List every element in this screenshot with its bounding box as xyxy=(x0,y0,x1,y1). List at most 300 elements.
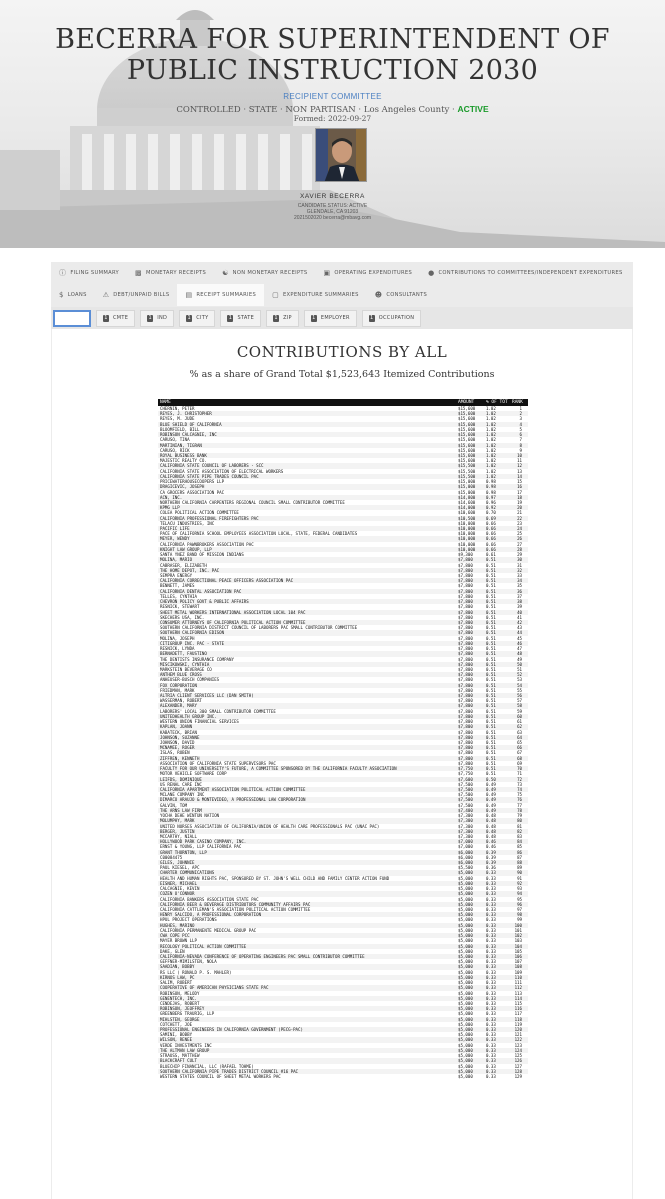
contributor-name: WESTERN STATES COUNCIL OF SHEET METAL WORKERS PAC xyxy=(160,1074,281,1079)
percent-of-total: 0.98 xyxy=(486,479,496,485)
percent-of-total: 0.51 xyxy=(486,599,496,605)
percent-of-total: 0.48 xyxy=(486,813,496,819)
rank: 20 xyxy=(517,505,522,511)
rank: 78 xyxy=(517,807,522,813)
contributor-name: CALIFORNIA STATE COUNCIL OF LABORERS - SCC xyxy=(160,463,264,469)
contribution-amount: $7,300 xyxy=(458,823,473,829)
tab-expenditure-summaries[interactable]: ▢ EXPENDITURE SUMMARIES xyxy=(272,291,359,299)
contribution-amount: $7,800 xyxy=(458,604,473,610)
percent-of-total: 0.33 xyxy=(486,969,496,975)
percent-of-total: 0.51 xyxy=(486,661,496,667)
rank: 8 xyxy=(519,442,522,448)
contributor-name: JOHNSON, DAVID xyxy=(160,740,195,745)
percent-of-total: 0.51 xyxy=(486,760,496,766)
contributor-name: SOUTHERN CALIFORNIA PIPE TRADES DISTRICT COUNCIL #16 PAC xyxy=(160,1068,299,1074)
percent-of-total: 0.46 xyxy=(486,839,496,845)
percent-of-total: 0.49 xyxy=(486,797,496,803)
contributions-table xyxy=(158,399,528,1079)
contributor-name: CARUSO, TINA xyxy=(160,437,190,443)
percent-of-total: 0.51 xyxy=(486,766,496,772)
rank: 72 xyxy=(517,776,522,782)
contribution-amount: $5,000 xyxy=(458,985,473,991)
rank: 95 xyxy=(517,896,522,902)
hero-banner xyxy=(0,0,665,248)
users-icon: ☻ xyxy=(374,291,383,299)
percent-of-total: 0.39 xyxy=(486,849,496,855)
subtab-state[interactable]: 1 STATE xyxy=(220,310,261,327)
contributor-name: C00084475 xyxy=(160,854,183,860)
contributor-name: CALIFORNIA PERMANENTE MEDICAL GROUP PAC xyxy=(160,927,257,933)
rank: 18 xyxy=(517,494,522,500)
contributor-name: HUGHES, MARINO xyxy=(160,922,195,928)
percent-of-total: 0.51 xyxy=(486,651,496,657)
candidate-name: XAVIER BECERRA xyxy=(300,193,365,200)
rank: 79 xyxy=(517,813,522,819)
contribution-amount: $5,000 xyxy=(458,948,473,954)
percent-of-total: 0.33 xyxy=(486,959,496,965)
contribution-amount: $5,000 xyxy=(458,1042,473,1048)
rank: 25 xyxy=(517,531,522,537)
contributor-name: FOX CORPORATION xyxy=(160,682,197,688)
rank: 111 xyxy=(514,980,522,986)
percent-of-total: 0.33 xyxy=(486,922,496,928)
contribution-amount: $5,000 xyxy=(458,880,473,886)
percent-of-total: 0.66 xyxy=(486,546,496,552)
rank: 112 xyxy=(514,985,522,991)
percent-of-total: 0.33 xyxy=(486,917,496,923)
rank: 34 xyxy=(517,578,522,584)
rank: 81 xyxy=(517,823,522,829)
contributor-name: SAMINI, BOBBY xyxy=(160,1032,193,1038)
rank: 22 xyxy=(517,515,522,521)
contributor-name: HENRY SALCIDO, A PROFESSIONAL CORPORATION xyxy=(160,912,262,918)
contributor-name: BLACKCRAFT CULT xyxy=(160,1058,197,1064)
contribution-amount: $7,500 xyxy=(458,781,473,787)
recipient-type: RECIPIENT COMMITTEE xyxy=(283,92,382,101)
contributor-name: DIMARCO ARAUJO & MONTEVIDEO, A PROFESSIONAL LAW CORPORATION xyxy=(160,797,306,803)
percent-of-total: 0.66 xyxy=(486,526,496,532)
percent-of-total: 0.51 xyxy=(486,771,496,777)
rank: 17 xyxy=(517,489,522,495)
contributor-name: CALIFORNIA STATE PIPE TRADES COUNCIL PAC xyxy=(160,473,259,479)
rank: 54 xyxy=(517,682,522,688)
rank: 45 xyxy=(517,635,522,641)
rank: 43 xyxy=(517,625,522,631)
contribution-amount: $7,800 xyxy=(458,708,473,714)
percent-of-total: 1.02 xyxy=(486,406,496,411)
rank: 127 xyxy=(514,1063,522,1069)
percent-of-total: 0.51 xyxy=(486,604,496,610)
rank: 106 xyxy=(514,953,522,959)
contributor-name: BERGER, JUSTIN xyxy=(160,828,195,834)
percent-of-total: 1.02 xyxy=(486,442,496,448)
percent-of-total: 0.61 xyxy=(486,552,496,558)
subtab-all[interactable] xyxy=(53,310,91,327)
percent-of-total: 0.51 xyxy=(486,708,496,714)
percent-of-total: 0.33 xyxy=(486,1021,496,1027)
contributor-name: ZIFFREN, KENNETH xyxy=(160,755,200,761)
contribution-amount: $6,000 xyxy=(458,860,473,866)
chart-icon: ▤ xyxy=(185,291,193,299)
rank: 3 xyxy=(519,416,522,422)
contribution-amount: $7,800 xyxy=(458,562,473,568)
contributor-name: SHEET METAL WORKERS INTERNATIONAL ASSOCIATION LOCAL 104 PAC xyxy=(160,609,306,615)
candidate-photo xyxy=(315,128,367,182)
contributor-name: CHEVRON POLICY GOVT & PUBLIC AFFAIRS xyxy=(160,599,249,605)
contributor-name: MOLINA, MARIO xyxy=(160,557,193,563)
contributor-name: ROBINSON CALCAGNIE, INC xyxy=(160,432,217,438)
tab-contributions-to-committees[interactable]: ● CONTRIBUTIONS TO COMMITTEES/INDEPENDENT EXPENDITURES xyxy=(428,269,623,277)
contribution-amount: $7,800 xyxy=(458,682,473,688)
committee-title: BECERRA FOR SUPERINTENDENT OF PUBLIC INSTRUCTION 2030 xyxy=(55,24,610,86)
contribution-amount: $6,000 xyxy=(458,849,473,855)
rank: 129 xyxy=(514,1074,522,1079)
contribution-amount: $5,000 xyxy=(458,1011,473,1017)
contributor-name: CALIFORNIA DENTAL ASSOCIATION PAC xyxy=(160,588,242,594)
rank: 61 xyxy=(517,719,522,725)
contribution-amount: $15,000 xyxy=(458,484,476,490)
contribution-amount: $5,000 xyxy=(458,964,473,970)
percent-of-total: 0.33 xyxy=(486,927,496,933)
contribution-amount: $7,800 xyxy=(458,698,473,704)
percent-of-total: 0.33 xyxy=(486,880,496,886)
percent-of-total: 0.51 xyxy=(486,750,496,756)
contributor-name: SEMPRA ENERGY xyxy=(160,573,193,578)
contributor-name: RECOLOGY POLITICAL ACTION COMMITTEE xyxy=(160,943,247,949)
tab-monetary-receipts[interactable]: ▩ MONETARY RECEIPTS xyxy=(135,269,207,277)
contribution-amount: $7,800 xyxy=(458,557,473,563)
rank: 109 xyxy=(514,969,522,975)
rank: 13 xyxy=(517,468,522,474)
rank: 19 xyxy=(517,499,522,505)
percent-of-total: 0.49 xyxy=(486,792,496,798)
percent-of-total: 0.66 xyxy=(486,541,496,547)
contributor-name: VERDE INVESTMENTS INC xyxy=(160,1042,212,1048)
contributor-name: WESTERN UNION FINANCIAL SERVICES xyxy=(160,719,239,725)
contributor-name: KPMG LLP xyxy=(160,505,180,511)
percent-of-total: 0.51 xyxy=(486,672,496,678)
contribution-amount: $7,800 xyxy=(458,724,473,730)
contributor-name: MIHLSTEN, GEORGE xyxy=(160,1016,200,1022)
contributor-name: MISCIKOWSKI, CYNTHIA xyxy=(160,661,210,667)
contributor-name: KIRNOS LAW, PC xyxy=(160,974,195,980)
contributor-name: UNITEDHEALTH GROUP INC. xyxy=(160,713,217,719)
contribution-amount: $15,600 xyxy=(458,442,476,448)
contribution-amount: $7,750 xyxy=(458,771,473,777)
contribution-amount: $5,000 xyxy=(458,959,473,965)
percent-of-total: 0.48 xyxy=(486,833,496,839)
rank: 44 xyxy=(517,630,522,636)
rank: 124 xyxy=(514,1047,522,1053)
percent-of-total: 0.33 xyxy=(486,1058,496,1064)
rank: 65 xyxy=(517,740,522,745)
rank: 40 xyxy=(517,609,522,615)
doc-icon: 1 xyxy=(104,314,108,321)
percent-of-total: 0.51 xyxy=(486,588,496,594)
report-navigation xyxy=(51,262,633,329)
percent-of-total: 0.33 xyxy=(486,1011,496,1017)
percent-of-total: 0.51 xyxy=(486,729,496,735)
contribution-amount: $15,600 xyxy=(458,447,476,453)
info-icon: ⓘ xyxy=(59,269,67,277)
contribution-amount: $7,300 xyxy=(458,828,473,834)
rank: 51 xyxy=(517,666,522,672)
contribution-amount: $7,800 xyxy=(458,750,473,756)
contribution-amount: $5,000 xyxy=(458,953,473,959)
contribution-amount: $7,800 xyxy=(458,619,473,625)
percent-of-total: 0.51 xyxy=(486,656,496,662)
contributor-name: UNITED NURSES ASSOCIATION OF CALIFORNIA/UNION OF HEALTH CARE PROFESSIONALS PAC (UNAC PAC) xyxy=(160,823,380,829)
contributor-name: MOLINA, JOSEPH xyxy=(160,635,195,641)
contributor-name: ROBINSON, JEOFFREY xyxy=(160,1006,205,1012)
percent-of-total: 0.51 xyxy=(486,745,496,751)
contributor-name: DAKE, GLEN xyxy=(160,948,185,954)
contribution-amount: $15,600 xyxy=(458,411,476,417)
contribution-amount: $5,000 xyxy=(458,969,473,975)
rank: 36 xyxy=(517,588,522,594)
rank: 41 xyxy=(517,614,522,620)
percent-of-total: 0.51 xyxy=(486,625,496,631)
contribution-amount: $5,000 xyxy=(458,1027,473,1033)
tab-non-monetary-receipts[interactable]: ☯ NON MONETARY RECEIPTS xyxy=(222,269,308,277)
contributor-name: CHERNIN, PETER xyxy=(160,406,195,411)
header-rank[interactable]: RANK xyxy=(512,400,523,405)
percent-of-total: 0.51 xyxy=(486,740,496,745)
rank: 75 xyxy=(517,792,522,798)
rank: 128 xyxy=(514,1068,522,1074)
contribution-amount: $7,800 xyxy=(458,760,473,766)
page-subtitle: % as a share of Grand Total $1,523,643 Itemized Contributions xyxy=(189,369,495,380)
percent-of-total: 0.33 xyxy=(486,886,496,892)
contributor-name: GRANT THORNTON, LLP xyxy=(160,849,207,855)
contributor-name: PAUL KIESEL, APC xyxy=(160,865,200,871)
percent-of-total: 0.49 xyxy=(486,786,496,792)
contribution-amount: $7,300 xyxy=(458,813,473,819)
rank: 33 xyxy=(517,573,522,578)
contributor-name: GALVIN, TOM xyxy=(160,802,188,808)
contributor-name: CALIFORNIA APARTMENT ASSOCIATION POLITICAL ACTION COMMITTEE xyxy=(160,786,306,792)
tab-operating-expenditures[interactable]: ▣ OPERATING EXPENDITURES xyxy=(323,269,413,277)
rank: 122 xyxy=(514,1037,522,1043)
contribution-amount: $5,000 xyxy=(458,886,473,892)
contribution-amount: $15,000 xyxy=(458,479,476,485)
contribution-amount: $5,000 xyxy=(458,1068,473,1074)
percent-of-total: 0.51 xyxy=(486,640,496,646)
contributor-name: ERNST & YOUNG, LLP CALIFORNIA PAC xyxy=(160,844,242,850)
rank: 125 xyxy=(514,1053,522,1059)
contribution-amount: $9,300 xyxy=(458,552,473,558)
rank: 117 xyxy=(514,1011,522,1017)
contribution-amount: $10,000 xyxy=(458,536,476,542)
contribution-amount: $5,000 xyxy=(458,912,473,918)
percent-of-total: 0.51 xyxy=(486,687,496,693)
percent-of-total: 1.02 xyxy=(486,452,496,458)
contribution-amount: $15,600 xyxy=(458,437,476,443)
contribution-amount: $7,800 xyxy=(458,635,473,641)
header-pct[interactable]: % OF TOT xyxy=(486,400,508,405)
header-name[interactable]: NAME xyxy=(160,400,171,405)
rank: 71 xyxy=(517,771,522,777)
rank: 39 xyxy=(517,604,522,610)
contributor-name: MOLUMPHY, MARK xyxy=(160,818,195,824)
contributor-name: RESNICK, LYNDA xyxy=(160,646,195,652)
contributor-name: SANTA YNEZ BAND OF MISSION INDIANS xyxy=(160,552,244,558)
contributor-name: LEIFDS, DOMINIQUE xyxy=(160,776,202,782)
subtab-cmte[interactable]: 1 CMTE xyxy=(96,310,135,327)
candidate-location: GLENDALE, CA 91203 xyxy=(306,209,359,215)
rank: 16 xyxy=(517,484,522,490)
contribution-amount: $7,800 xyxy=(458,646,473,652)
rank: 82 xyxy=(517,828,522,834)
subtab-city[interactable]: 1 CITY xyxy=(179,310,215,327)
contributor-name: ANHEUSER-BUSCH COMPANIES xyxy=(160,677,220,683)
percent-of-total: 1.02 xyxy=(486,416,496,422)
contributor-name: MCCARTHY, NIALL xyxy=(160,833,197,839)
contribution-amount: $5,000 xyxy=(458,980,473,986)
subtab-zip[interactable]: 1 ZIP xyxy=(266,310,299,327)
tab-filing-summary[interactable]: ⓘ FILING SUMMARY xyxy=(59,269,120,277)
rank: 26 xyxy=(517,536,522,542)
contributor-name: CALIFORNIA CATTLEMAN'S ASSOCIATION POLITICAL ACTION COMMITTEE xyxy=(160,907,311,912)
contribution-amount: $7,800 xyxy=(458,588,473,594)
doc-icon: 1 xyxy=(312,314,316,321)
percent-of-total: 1.02 xyxy=(486,426,496,432)
rank: 29 xyxy=(517,552,522,558)
percent-of-total: 0.33 xyxy=(486,891,496,897)
rank: 101 xyxy=(514,927,522,933)
contribution-amount: $10,000 xyxy=(458,520,476,526)
percent-of-total: 0.49 xyxy=(486,807,496,813)
subtab-ind[interactable]: 1 IND xyxy=(140,310,174,327)
contributor-name: BERNADETT, FAUSTINO xyxy=(160,651,207,657)
percent-of-total: 0.98 xyxy=(486,484,496,490)
percent-of-total: 0.33 xyxy=(486,1037,496,1043)
rank: 10 xyxy=(517,452,522,458)
percent-of-total: 0.92 xyxy=(486,505,496,511)
contributor-name: HOLLYWOOD PARK CASINO COMPANY, INC. xyxy=(160,839,247,845)
tab-loans[interactable]: $ LOANS xyxy=(59,291,87,299)
contributor-name: SAADIAN, BOBBY xyxy=(160,964,195,970)
contribution-amount: $10,000 xyxy=(458,526,476,532)
contributor-name: CALIFORNIA STATE ASSOCIATION OF ELECTRICAL WORKERS xyxy=(160,468,284,474)
rank: 108 xyxy=(514,964,522,970)
percent-of-total: 0.33 xyxy=(486,1006,496,1012)
contributor-name: KABATECK, BRIAN xyxy=(160,729,197,735)
subtab-occupation[interactable]: 1 OCCUPATION xyxy=(362,310,422,327)
rank: 74 xyxy=(517,786,522,792)
rank: 24 xyxy=(517,526,522,532)
percent-of-total: 0.39 xyxy=(486,854,496,860)
contributor-name: ROYAL BUSINESS BANK xyxy=(160,452,207,458)
contribution-amount: $5,000 xyxy=(458,927,473,933)
rank: 87 xyxy=(517,854,522,860)
contributor-name: CONSUMER ATTORNEYS OF CALIFORNIA POLITICAL ACTION COMMITTEE xyxy=(160,619,306,625)
header-amount[interactable]: AMOUNT xyxy=(458,400,475,405)
contribution-amount: $7,800 xyxy=(458,651,473,657)
rank: 50 xyxy=(517,661,522,667)
table-header xyxy=(158,399,528,406)
contributor-name: SOUTHERN CALIFORNIA DISTRICT COUNCIL OF LABORERS PAC SMALL CONTRIBUTOR COMMITTEE xyxy=(160,625,358,631)
contribution-amount: $5,500 xyxy=(458,865,473,871)
percent-of-total: 0.33 xyxy=(486,901,496,907)
contributor-name: MAYER BROWN LLP xyxy=(160,938,197,944)
rank: 104 xyxy=(514,943,522,949)
contributor-name: ANTHEM BLUE CROSS xyxy=(160,672,202,678)
percent-of-total: 0.33 xyxy=(486,964,496,970)
contribution-amount: $7,800 xyxy=(458,693,473,699)
rank: 86 xyxy=(517,849,522,855)
contributor-name: MCLANE COMPANY INC xyxy=(160,792,205,798)
subtab-employer[interactable]: 1 EMPLOYER xyxy=(304,310,357,327)
contribution-amount: $7,400 xyxy=(458,807,473,813)
percent-of-total: 0.66 xyxy=(486,520,496,526)
rank: 91 xyxy=(517,875,522,881)
percent-of-total: 0.33 xyxy=(486,896,496,902)
rank: 90 xyxy=(517,870,522,876)
rank: 89 xyxy=(517,865,522,871)
contribution-amount: $5,000 xyxy=(458,1016,473,1022)
tab-debt-unpaid-bills[interactable]: ⚠ DEBT/UNPAID BILLS xyxy=(102,291,170,299)
contribution-amount: $14,000 xyxy=(458,505,476,511)
contributor-name: JOHNSON, SUZANNE xyxy=(160,734,200,740)
contributor-name: CA GROCERS ASSOCIATION PAC xyxy=(160,489,225,495)
contribution-amount: $15,600 xyxy=(458,416,476,422)
contributor-name: CALIFORNIA BEER & BEVERAGE DISTRIBUTORS COMMUNITY AFFAIRS PAC xyxy=(160,901,311,907)
contributor-name: BENNETT, JAMES xyxy=(160,583,195,589)
contribution-amount: $10,600 xyxy=(458,510,476,516)
contribution-amount: $7,750 xyxy=(458,766,473,772)
percent-of-total: 0.51 xyxy=(486,630,496,636)
contributor-name: KNIGHT LAW GROUP, LLP xyxy=(160,546,212,552)
contributor-name: CENDEJAS, ROBERT xyxy=(160,1000,200,1006)
tab-receipt-summaries[interactable]: ▤ RECEIPT SUMMARIES xyxy=(177,284,264,306)
percent-of-total: 0.39 xyxy=(486,860,496,866)
percent-of-total: 0.51 xyxy=(486,578,496,584)
doc-icon: 1 xyxy=(148,314,152,321)
percent-of-total: 0.46 xyxy=(486,844,496,850)
rank: 11 xyxy=(517,458,522,464)
contribution-amount: $7,800 xyxy=(458,672,473,678)
file-icon: ▢ xyxy=(272,291,279,299)
rank: 1 xyxy=(519,406,522,411)
contribution-amount: $7,800 xyxy=(458,609,473,615)
rank: 116 xyxy=(514,1006,522,1012)
contribution-amount: $7,500 xyxy=(458,797,473,803)
contributor-name: PROFESSIONAL ENGINEERS IN CALIFORNIA GOVERNMENT (PECG-PAC) xyxy=(160,1027,303,1033)
percent-of-total: 0.69 xyxy=(486,515,496,521)
contribution-amount: $5,000 xyxy=(458,875,473,881)
rank: 68 xyxy=(517,755,522,761)
percent-of-total: 0.33 xyxy=(486,1027,496,1033)
contributor-name: SKECHERS USA, INC. xyxy=(160,614,205,620)
contribution-amount: $15,600 xyxy=(458,406,476,411)
contributor-name: THE HOME DEPOT, INC. PAC xyxy=(160,567,220,573)
contribution-amount: $5,000 xyxy=(458,1063,473,1069)
contributor-name: PACIFIC LIFE xyxy=(160,526,190,532)
rank: 107 xyxy=(514,959,522,965)
percent-of-total: 0.51 xyxy=(486,609,496,615)
contributor-name: CABRASER, ELIZABETH xyxy=(160,562,207,568)
contributor-name: EISNER, MICHAEL xyxy=(160,880,197,886)
rank: 70 xyxy=(517,766,522,772)
tab-consultants[interactable]: ☻ CONSULTANTS xyxy=(374,291,428,299)
contributor-name: THE DENTISTS INSURANCE COMPANY xyxy=(160,656,234,662)
contributor-name: REYES, M. JUDE xyxy=(160,416,195,422)
contribution-amount: $7,800 xyxy=(458,755,473,761)
rank: 7 xyxy=(519,437,522,443)
contribution-amount: $7,800 xyxy=(458,567,473,573)
candidate-contact[interactable]: 2021502020 becerra@mbavg.com xyxy=(293,215,372,221)
